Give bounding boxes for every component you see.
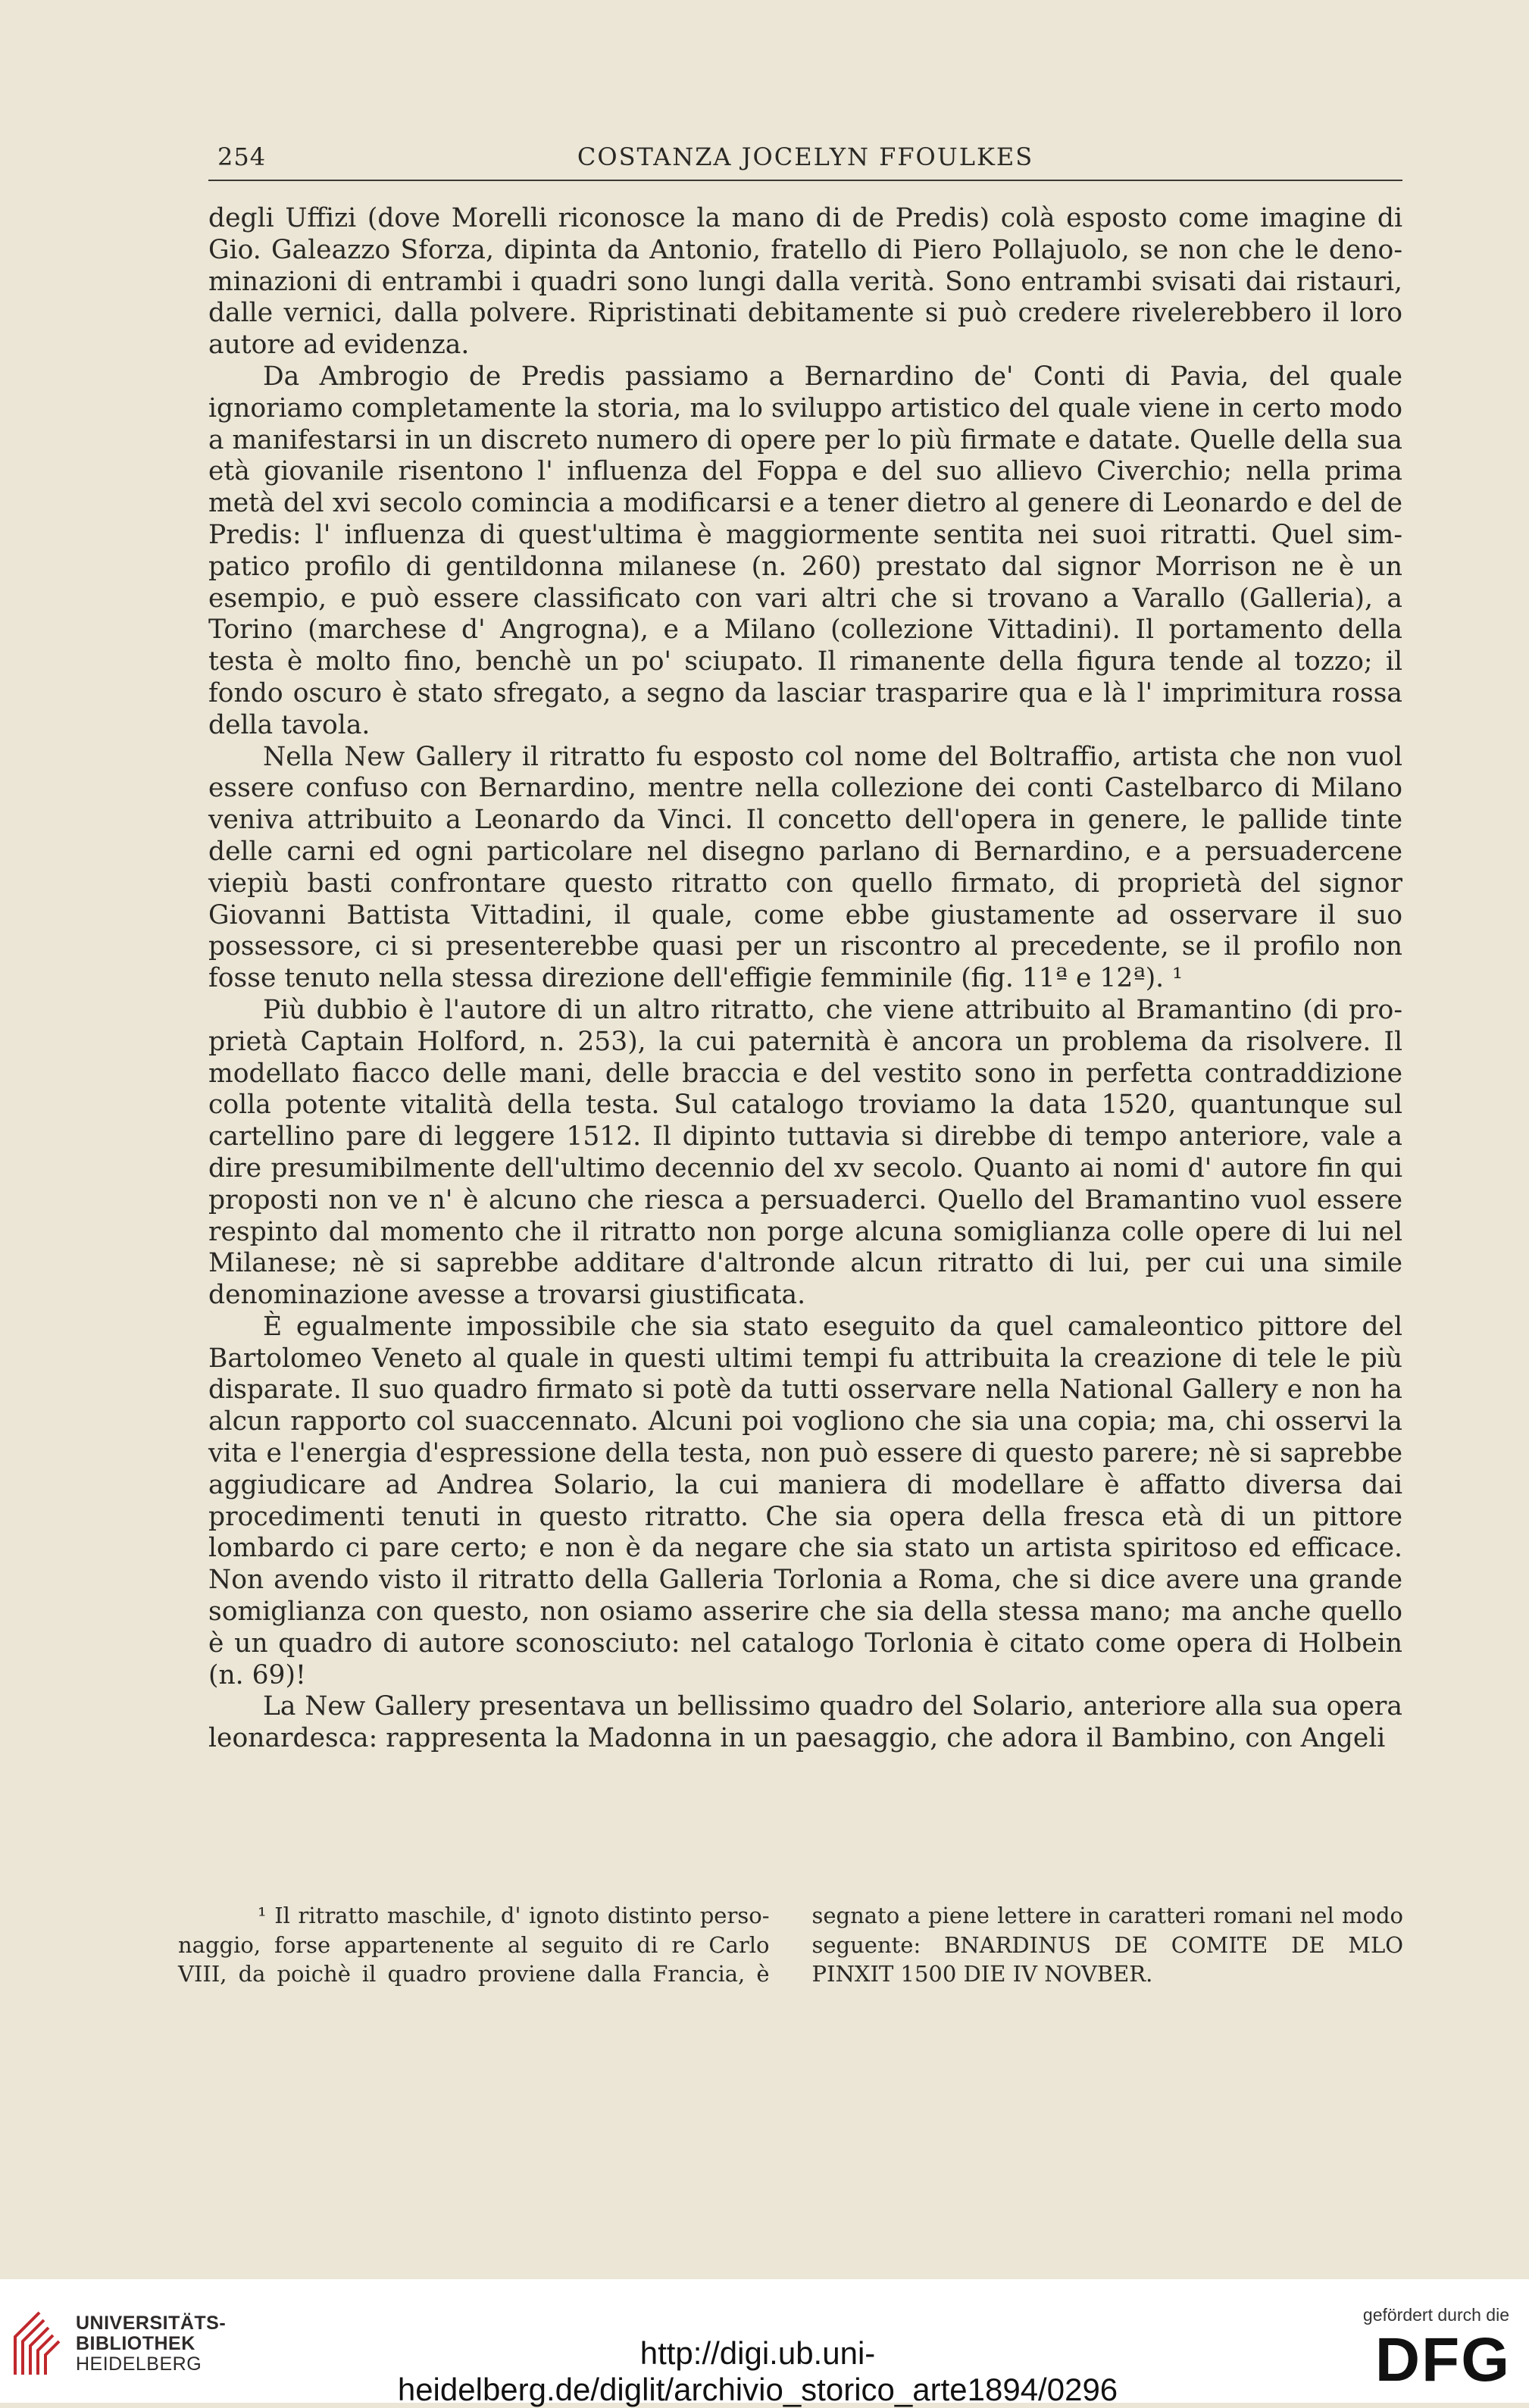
footnote: ¹ Il ritratto maschile, d' ignoto distinto personaggio, forse appartenente al seguito di re Carlo VIII, da poichè il quadro proviene dalla Francia, è segnato a piene lettere in caratteri romani nel modo seguente: BNARDINUS DE COMITE DE MLO PINXIT 1500 DIE IV NOVBER. <box>178 1903 1403 1987</box>
institution-line: HEIDELBERG <box>76 2353 202 2375</box>
heidelberg-library-logo-icon[interactable] <box>9 2306 65 2380</box>
digitization-footer <box>0 2279 1529 2407</box>
paragraph: degli Uffizi (dove Morelli riconosce la mano di de Predis) colà esposto come imagine di Gio. Galeazzo Sforza, dipinta da Antonio, fratello di Piero Pollajuolo, se non che le denominazioni di entrambi i quadri sono lungi dalla verità. Sono entrambi svisati dai ristauri, dalle vernici, dalla polvere. Ripristinati debitamente si può credere rivelerebbero il loro autore ad evidenza. <box>208 203 1402 361</box>
running-title: COSTANZA JOCELYN FFOULKES <box>577 142 1034 171</box>
paragraph: Più dubbio è l'autore di un altro ritratto, che viene attribuito al Bramantino (di proprietà Captain Holford, n. 253), la cui paternità è ancora un problema da risolvere. Il modellato fiacco delle mani, delle braccia e del vestito sono in perfetta contraddizione colla potente vitalità della testa. Sul catalogo troviamo la data 1520, quantunque sul cartellino pare di leggere 1512. Il dipinto tuttavia si direbbe di tempo anteriore, vale a dire presumibilmente dell'ultimo decennio del xv secolo. Quanto ai nomi d' autore fin qui proposti non ve n' è alcuno che riesca a persuaderci. Quello del Bramantino vuol essere respinto dal momento che il ritratto non porge alcuna somiglianza colle opere di lui nel Milanese; nè si saprebbe additare d'altronde alcun ritratto di lui, per cui una simile denominazione avesse a trovarsi giustificata. <box>208 994 1402 1311</box>
page-number: 254 <box>217 142 267 171</box>
paragraph: È egualmente impossibile che sia stato eseguito da quel camaleontico pittore del Bartolomeo Veneto al quale in questi ultimi tempi fu attribuita la creazione di tele le più disparate. Il suo quadro firmato si potè da tutti osservare nella National Gallery e non ha alcun rapporto col suaccennato. Alcuni poi vogliono che sia una copia; ma, chi osservi la vita e l'energia d'espressione della testa, non può essere di questo parere; nè si saprebbe aggiudicare ad Andrea Solario, la cui maniera di modellare è affatto diversa dai procedimenti tenuti in questo ritratto. Che sia opera della fresca età di un pittore lombardo ci pare certo; e non è da negare che sia stato un artista spiritoso ed efficace. Non avendo visto il ritratto della Galleria Torlonia a Roma, che si dice avere una grande somiglianza con questo, non osiamo asserire che sia della stessa mano; ma anche quello è un quadro di autore sconosciuto: nel catalogo Torlonia è citato come opera di Holbein (n. 69)! <box>208 1311 1402 1690</box>
paragraph: Da Ambrogio de Predis passiamo a Bernardino de' Conti di Pavia, del quale ignoriamo completamente la storia, ma lo sviluppo artistico del quale viene in certo modo a manifestarsi in un discreto numero di opere per lo più firmate e datate. Quelle della sua età giovanile risentono l' influenza del Foppa e del suo allievo Civerchio; nella prima metà del xvi secolo comincia a modificarsi e a tener dietro al genere di Leonardo e del de Predis: l' influenza di quest'ultima è maggiormente sentita nei suoi ritratti. Quel simpatico profilo di gentildonna milanese (n. 260) prestato dal signor Morrison ne è un esempio, e può essere classificato con vari altri che si trovano a Varallo (Galleria), a Torino (marchese d' Angrogna), e a Milano (collezione Vittadini). Il portamento della testa è molto fino, benchè un po' sciupato. Il rimanente della figura tende al tozzo; il fondo oscuro è stato sfregato, a segno da lasciar trasparire qua e là l' imprimitura rossa della tavola. <box>208 361 1402 740</box>
institution-line: BIBLIOTHEK <box>76 2333 195 2354</box>
footnotes <box>178 1901 1403 1989</box>
institution-line: UNIVERSITÄTS- <box>76 2313 227 2334</box>
paragraph: Nella New Gallery il ritratto fu esposto col nome del Boltraffio, artista che non vuol essere confuso con Bernardino, mentre nella collezione dei conti Castelbarco di Milano veniva attribuito a Leonardo da Vinci. Il concetto dell'opera in genere, le pallide tinte delle carni ed ogni particolare nel disegno parlano di Bernardino, e a persuadercene viepiù basti confrontare questo ritratto con quello firmato, di proprietà del signor Giovanni Battista Vittadini, il quale, come ebbe giustamente ad osservare il suo possessore, ci si presenterebbe quasi per un riscontro al precedente, se il profilo non fosse tenuto nella stessa direzione dell'effigie femminile (fig. 11ª e 12ª). ¹ <box>208 741 1402 994</box>
paragraph: La New Gallery presentava un bellissimo quadro del Solario, anteriore alla sua opera leonardesca: rappresenta la Madonna in un paesaggio, che adora il Bambino, con Angeli <box>208 1691 1402 1754</box>
dfg-logo[interactable]: DFG <box>1374 2325 1511 2394</box>
running-head <box>208 135 1402 180</box>
body-text <box>208 203 1402 1755</box>
funded-by-label: gefördert durch die <box>1362 2305 1509 2325</box>
institution-name <box>76 2313 226 2375</box>
header-rule <box>208 180 1402 181</box>
permalink-url[interactable]: http://digi.ub.uni-heidelberg.de/diglit/archivio_storico_arte1894/0296 <box>397 2335 1118 2407</box>
